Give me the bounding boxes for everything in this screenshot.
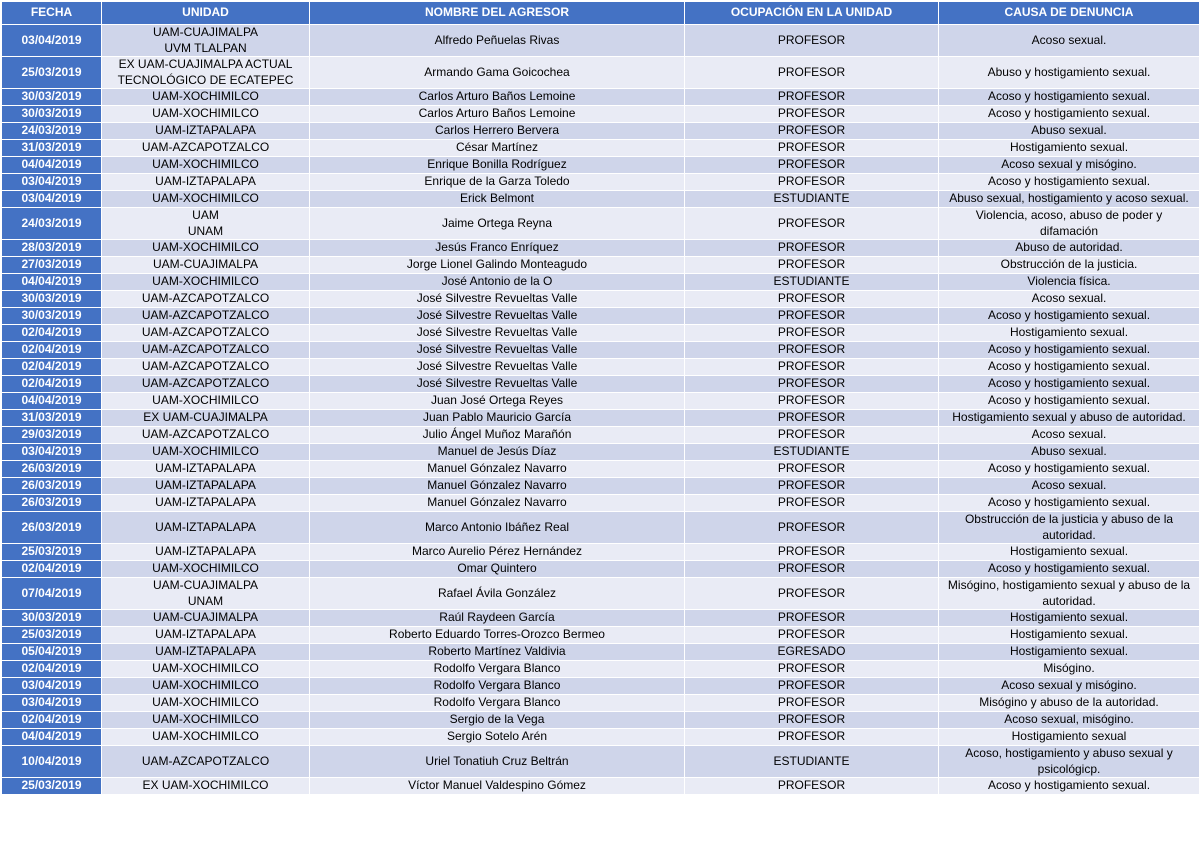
cell-unidad: UAM-XOCHIMILCO: [102, 89, 310, 106]
cell-nombre-agresor: Omar Quintero: [310, 561, 685, 578]
cell-causa-denuncia: Acoso y hostigamiento sexual.: [939, 778, 1200, 795]
cell-nombre-agresor: Manuel Gónzalez Navarro: [310, 478, 685, 495]
table-row: [2, 729, 1200, 746]
cell-causa-denuncia: Abuso de autoridad.: [939, 240, 1200, 257]
cell-ocupacion: PROFESOR: [685, 561, 939, 578]
cell-fecha: 04/04/2019: [2, 729, 102, 746]
cell-nombre-agresor: José Silvestre Revueltas Valle: [310, 308, 685, 325]
cell-fecha: 27/03/2019: [2, 257, 102, 274]
cell-ocupacion: EGRESADO: [685, 644, 939, 661]
cell-causa-denuncia: Acoso y hostigamiento sexual.: [939, 342, 1200, 359]
cell-fecha: 30/03/2019: [2, 308, 102, 325]
cell-fecha: 26/03/2019: [2, 495, 102, 512]
cell-nombre-agresor: José Silvestre Revueltas Valle: [310, 291, 685, 308]
cell-ocupacion: ESTUDIANTE: [685, 444, 939, 461]
cell-causa-denuncia: Acoso y hostigamiento sexual.: [939, 495, 1200, 512]
cell-fecha: 04/04/2019: [2, 393, 102, 410]
cell-ocupacion: PROFESOR: [685, 410, 939, 427]
cell-nombre-agresor: Marco Antonio Ibáñez Real: [310, 512, 685, 544]
cell-nombre-agresor: José Silvestre Revueltas Valle: [310, 359, 685, 376]
cell-unidad: UAM-XOCHIMILCO: [102, 712, 310, 729]
cell-nombre-agresor: Roberto Martínez Valdivia: [310, 644, 685, 661]
cell-causa-denuncia: Acoso sexual.: [939, 25, 1200, 57]
cell-causa-denuncia: Acoso y hostigamiento sexual.: [939, 174, 1200, 191]
cell-nombre-agresor: Juan José Ortega Reyes: [310, 393, 685, 410]
cell-nombre-agresor: Marco Aurelio Pérez Hernández: [310, 544, 685, 561]
header-nombre-agresor: NOMBRE DEL AGRESOR: [310, 2, 685, 25]
header-causa-denuncia: CAUSA DE DENUNCIA: [939, 2, 1200, 25]
table-row: [2, 544, 1200, 561]
cell-unidad: UAM-CUAJIMALPA UNAM: [102, 578, 310, 610]
cell-causa-denuncia: Acoso y hostigamiento sexual.: [939, 308, 1200, 325]
table-row: [2, 191, 1200, 208]
cell-unidad: UAM-XOCHIMILCO: [102, 661, 310, 678]
cell-causa-denuncia: Acoso sexual, misógino.: [939, 712, 1200, 729]
cell-unidad: UAM-AZCAPOTZALCO: [102, 291, 310, 308]
cell-ocupacion: PROFESOR: [685, 25, 939, 57]
cell-ocupacion: PROFESOR: [685, 729, 939, 746]
cell-nombre-agresor: José Silvestre Revueltas Valle: [310, 376, 685, 393]
cell-causa-denuncia: Hostigamiento sexual.: [939, 325, 1200, 342]
cell-fecha: 25/03/2019: [2, 778, 102, 795]
cell-ocupacion: PROFESOR: [685, 610, 939, 627]
cell-nombre-agresor: Manuel Gónzalez Navarro: [310, 495, 685, 512]
cell-nombre-agresor: Erick Belmont: [310, 191, 685, 208]
cell-fecha: 03/04/2019: [2, 191, 102, 208]
cell-ocupacion: PROFESOR: [685, 461, 939, 478]
cell-unidad: UAM-XOCHIMILCO: [102, 240, 310, 257]
cell-fecha: 03/04/2019: [2, 174, 102, 191]
cell-causa-denuncia: Hostigamiento sexual.: [939, 544, 1200, 561]
header-row: [2, 2, 1200, 25]
cell-unidad: UAM-XOCHIMILCO: [102, 729, 310, 746]
cell-fecha: 31/03/2019: [2, 140, 102, 157]
cell-unidad: UAM UNAM: [102, 208, 310, 240]
cell-ocupacion: PROFESOR: [685, 106, 939, 123]
cell-unidad: UAM-XOCHIMILCO: [102, 157, 310, 174]
cell-ocupacion: PROFESOR: [685, 325, 939, 342]
cell-fecha: 07/04/2019: [2, 578, 102, 610]
table-row: [2, 208, 1200, 240]
cell-causa-denuncia: Acoso y hostigamiento sexual.: [939, 89, 1200, 106]
cell-causa-denuncia: Hostigamiento sexual: [939, 729, 1200, 746]
cell-causa-denuncia: Abuso sexual.: [939, 123, 1200, 140]
cell-nombre-agresor: Raúl Raydeen García: [310, 610, 685, 627]
cell-ocupacion: PROFESOR: [685, 89, 939, 106]
cell-unidad: UAM-IZTAPALAPA: [102, 461, 310, 478]
cell-unidad: UAM-IZTAPALAPA: [102, 512, 310, 544]
cell-causa-denuncia: Acoso sexual.: [939, 291, 1200, 308]
cell-unidad: UAM-AZCAPOTZALCO: [102, 359, 310, 376]
cell-nombre-agresor: Roberto Eduardo Torres-Orozco Bermeo: [310, 627, 685, 644]
cell-causa-denuncia: Hostigamiento sexual.: [939, 610, 1200, 627]
cell-fecha: 02/04/2019: [2, 561, 102, 578]
table-row: [2, 478, 1200, 495]
table-row: [2, 695, 1200, 712]
table-row: [2, 746, 1200, 778]
cell-unidad: EX UAM-CUAJIMALPA ACTUAL TECNOLÓGICO DE ECATEPEC: [102, 57, 310, 89]
table-row: [2, 157, 1200, 174]
cell-fecha: 03/04/2019: [2, 678, 102, 695]
cell-ocupacion: PROFESOR: [685, 174, 939, 191]
cell-unidad: UAM-CUAJIMALPA UVM TLALPAN: [102, 25, 310, 57]
cell-unidad: UAM-XOCHIMILCO: [102, 695, 310, 712]
cell-nombre-agresor: Sergio Sotelo Arén: [310, 729, 685, 746]
cell-fecha: 30/03/2019: [2, 610, 102, 627]
cell-ocupacion: PROFESOR: [685, 544, 939, 561]
cell-nombre-agresor: Uriel Tonatiuh Cruz Beltrán: [310, 746, 685, 778]
cell-ocupacion: PROFESOR: [685, 359, 939, 376]
cell-fecha: 26/03/2019: [2, 461, 102, 478]
cell-ocupacion: PROFESOR: [685, 478, 939, 495]
cell-fecha: 30/03/2019: [2, 291, 102, 308]
cell-fecha: 30/03/2019: [2, 89, 102, 106]
cell-unidad: EX UAM-XOCHIMILCO: [102, 778, 310, 795]
cell-nombre-agresor: Carlos Arturo Baños Lemoine: [310, 106, 685, 123]
cell-nombre-agresor: Jesús Franco Enríquez: [310, 240, 685, 257]
cell-fecha: 10/04/2019: [2, 746, 102, 778]
cell-fecha: 29/03/2019: [2, 427, 102, 444]
cell-causa-denuncia: Violencia, acoso, abuso de poder y difamación: [939, 208, 1200, 240]
cell-unidad: UAM-AZCAPOTZALCO: [102, 140, 310, 157]
table-row: [2, 123, 1200, 140]
cell-ocupacion: PROFESOR: [685, 578, 939, 610]
table-row: [2, 25, 1200, 57]
cell-causa-denuncia: Misógino y abuso de la autoridad.: [939, 695, 1200, 712]
cell-ocupacion: PROFESOR: [685, 291, 939, 308]
cell-fecha: 26/03/2019: [2, 512, 102, 544]
cell-causa-denuncia: Acoso y hostigamiento sexual.: [939, 461, 1200, 478]
table-row: [2, 257, 1200, 274]
cell-nombre-agresor: Rodolfo Vergara Blanco: [310, 678, 685, 695]
table-row: [2, 376, 1200, 393]
cell-fecha: 25/03/2019: [2, 627, 102, 644]
cell-nombre-agresor: Manuel Gónzalez Navarro: [310, 461, 685, 478]
table-row: [2, 644, 1200, 661]
cell-unidad: UAM-AZCAPOTZALCO: [102, 746, 310, 778]
table-header: [2, 2, 1200, 25]
cell-nombre-agresor: José Silvestre Revueltas Valle: [310, 325, 685, 342]
cell-unidad: UAM-IZTAPALAPA: [102, 123, 310, 140]
cell-fecha: 02/04/2019: [2, 342, 102, 359]
cell-unidad: UAM-AZCAPOTZALCO: [102, 376, 310, 393]
cell-causa-denuncia: Hostigamiento sexual.: [939, 140, 1200, 157]
cell-ocupacion: PROFESOR: [685, 661, 939, 678]
cell-ocupacion: PROFESOR: [685, 427, 939, 444]
table-row: [2, 359, 1200, 376]
cell-causa-denuncia: Obstrucción de la justicia y abuso de la autoridad.: [939, 512, 1200, 544]
table-row: [2, 661, 1200, 678]
cell-fecha: 03/04/2019: [2, 444, 102, 461]
cell-unidad: UAM-AZCAPOTZALCO: [102, 342, 310, 359]
cell-causa-denuncia: Acoso sexual.: [939, 478, 1200, 495]
cell-nombre-agresor: Enrique Bonilla Rodríguez: [310, 157, 685, 174]
table-body: [2, 25, 1200, 795]
cell-ocupacion: PROFESOR: [685, 308, 939, 325]
cell-fecha: 31/03/2019: [2, 410, 102, 427]
cell-ocupacion: PROFESOR: [685, 393, 939, 410]
table-row: [2, 140, 1200, 157]
cell-nombre-agresor: Carlos Arturo Baños Lemoine: [310, 89, 685, 106]
table-row: [2, 308, 1200, 325]
cell-fecha: 24/03/2019: [2, 208, 102, 240]
cell-unidad: UAM-AZCAPOTZALCO: [102, 308, 310, 325]
table-row: [2, 57, 1200, 89]
cell-fecha: 02/04/2019: [2, 712, 102, 729]
cell-causa-denuncia: Misógino, hostigamiento sexual y abuso de la autoridad.: [939, 578, 1200, 610]
cell-ocupacion: PROFESOR: [685, 627, 939, 644]
cell-unidad: UAM-IZTAPALAPA: [102, 627, 310, 644]
table-row: [2, 778, 1200, 795]
header-unidad: UNIDAD: [102, 2, 310, 25]
table-row: [2, 89, 1200, 106]
cell-fecha: 03/04/2019: [2, 25, 102, 57]
cell-unidad: UAM-XOCHIMILCO: [102, 191, 310, 208]
cell-ocupacion: PROFESOR: [685, 376, 939, 393]
cell-nombre-agresor: Sergio de la Vega: [310, 712, 685, 729]
table-row: [2, 578, 1200, 610]
cell-nombre-agresor: Julio Ángel Muñoz Marañón: [310, 427, 685, 444]
cell-ocupacion: PROFESOR: [685, 495, 939, 512]
cell-fecha: 30/03/2019: [2, 106, 102, 123]
header-ocupacion: OCUPACIÓN EN LA UNIDAD: [685, 2, 939, 25]
cell-causa-denuncia: Acoso sexual y misógino.: [939, 157, 1200, 174]
cell-nombre-agresor: Jorge Lionel Galindo Monteagudo: [310, 257, 685, 274]
cell-fecha: 28/03/2019: [2, 240, 102, 257]
cell-fecha: 02/04/2019: [2, 661, 102, 678]
table-row: [2, 106, 1200, 123]
cell-nombre-agresor: Rafael Ávila González: [310, 578, 685, 610]
table-row: [2, 240, 1200, 257]
cell-causa-denuncia: Misógino.: [939, 661, 1200, 678]
cell-ocupacion: PROFESOR: [685, 157, 939, 174]
table-row: [2, 444, 1200, 461]
cell-fecha: 05/04/2019: [2, 644, 102, 661]
cell-ocupacion: PROFESOR: [685, 240, 939, 257]
cell-causa-denuncia: Hostigamiento sexual y abuso de autoridad.: [939, 410, 1200, 427]
table-row: [2, 410, 1200, 427]
cell-fecha: 04/04/2019: [2, 274, 102, 291]
table-row: [2, 174, 1200, 191]
cell-ocupacion: PROFESOR: [685, 695, 939, 712]
cell-causa-denuncia: Acoso y hostigamiento sexual.: [939, 376, 1200, 393]
cell-causa-denuncia: Abuso sexual.: [939, 444, 1200, 461]
cell-nombre-agresor: Alfredo Peñuelas Rivas: [310, 25, 685, 57]
table-row: [2, 325, 1200, 342]
cell-fecha: 02/04/2019: [2, 359, 102, 376]
table-row: [2, 678, 1200, 695]
table-row: [2, 427, 1200, 444]
cell-unidad: UAM-CUAJIMALPA: [102, 257, 310, 274]
cell-unidad: UAM-XOCHIMILCO: [102, 561, 310, 578]
cell-nombre-agresor: José Silvestre Revueltas Valle: [310, 342, 685, 359]
cell-ocupacion: PROFESOR: [685, 57, 939, 89]
cell-ocupacion: PROFESOR: [685, 257, 939, 274]
table-row: [2, 274, 1200, 291]
cell-causa-denuncia: Acoso y hostigamiento sexual.: [939, 561, 1200, 578]
cell-causa-denuncia: Abuso sexual, hostigamiento y acoso sexual.: [939, 191, 1200, 208]
table-row: [2, 627, 1200, 644]
cell-nombre-agresor: José Antonio de la O: [310, 274, 685, 291]
cell-ocupacion: PROFESOR: [685, 712, 939, 729]
table-row: [2, 495, 1200, 512]
cell-unidad: UAM-IZTAPALAPA: [102, 495, 310, 512]
cell-unidad: UAM-IZTAPALAPA: [102, 644, 310, 661]
cell-causa-denuncia: Acoso, hostigamiento y abuso sexual y psicológicp.: [939, 746, 1200, 778]
cell-fecha: 04/04/2019: [2, 157, 102, 174]
cell-nombre-agresor: Carlos Herrero Bervera: [310, 123, 685, 140]
cell-causa-denuncia: Violencia física.: [939, 274, 1200, 291]
cell-unidad: UAM-IZTAPALAPA: [102, 544, 310, 561]
cell-causa-denuncia: Acoso sexual.: [939, 427, 1200, 444]
cell-causa-denuncia: Abuso y hostigamiento sexual.: [939, 57, 1200, 89]
table-row: [2, 393, 1200, 410]
cell-causa-denuncia: Obstrucción de la justicia.: [939, 257, 1200, 274]
table-row: [2, 610, 1200, 627]
table-row: [2, 561, 1200, 578]
cell-ocupacion: PROFESOR: [685, 208, 939, 240]
table-row: [2, 342, 1200, 359]
cell-unidad: UAM-IZTAPALAPA: [102, 174, 310, 191]
cell-unidad: UAM-XOCHIMILCO: [102, 444, 310, 461]
table-row: [2, 461, 1200, 478]
cell-nombre-agresor: Rodolfo Vergara Blanco: [310, 661, 685, 678]
cell-fecha: 02/04/2019: [2, 376, 102, 393]
denuncias-table: [1, 1, 1200, 795]
cell-ocupacion: PROFESOR: [685, 512, 939, 544]
cell-causa-denuncia: Acoso y hostigamiento sexual.: [939, 359, 1200, 376]
cell-causa-denuncia: Acoso y hostigamiento sexual.: [939, 106, 1200, 123]
table-row: [2, 512, 1200, 544]
cell-nombre-agresor: Víctor Manuel Valdespino Gómez: [310, 778, 685, 795]
cell-ocupacion: ESTUDIANTE: [685, 274, 939, 291]
cell-nombre-agresor: Jaime Ortega Reyna: [310, 208, 685, 240]
cell-unidad: UAM-XOCHIMILCO: [102, 678, 310, 695]
cell-ocupacion: ESTUDIANTE: [685, 191, 939, 208]
cell-ocupacion: PROFESOR: [685, 678, 939, 695]
table-row: [2, 291, 1200, 308]
cell-fecha: 25/03/2019: [2, 544, 102, 561]
cell-causa-denuncia: Acoso sexual y misógino.: [939, 678, 1200, 695]
cell-ocupacion: ESTUDIANTE: [685, 746, 939, 778]
header-fecha: FECHA: [2, 2, 102, 25]
cell-nombre-agresor: Juan Pablo Mauricio García: [310, 410, 685, 427]
cell-fecha: 24/03/2019: [2, 123, 102, 140]
cell-unidad: UAM-AZCAPOTZALCO: [102, 325, 310, 342]
cell-nombre-agresor: Manuel de Jesús Díaz: [310, 444, 685, 461]
cell-fecha: 02/04/2019: [2, 325, 102, 342]
cell-causa-denuncia: Hostigamiento sexual.: [939, 627, 1200, 644]
cell-unidad: UAM-CUAJIMALPA: [102, 610, 310, 627]
cell-nombre-agresor: César Martínez: [310, 140, 685, 157]
cell-causa-denuncia: Acoso y hostigamiento sexual.: [939, 393, 1200, 410]
cell-fecha: 25/03/2019: [2, 57, 102, 89]
cell-fecha: 03/04/2019: [2, 695, 102, 712]
cell-ocupacion: PROFESOR: [685, 123, 939, 140]
cell-unidad: EX UAM-CUAJIMALPA: [102, 410, 310, 427]
cell-nombre-agresor: Armando Gama Goicochea: [310, 57, 685, 89]
cell-unidad: UAM-IZTAPALAPA: [102, 478, 310, 495]
cell-unidad: UAM-AZCAPOTZALCO: [102, 427, 310, 444]
cell-unidad: UAM-XOCHIMILCO: [102, 274, 310, 291]
cell-unidad: UAM-XOCHIMILCO: [102, 393, 310, 410]
cell-ocupacion: PROFESOR: [685, 778, 939, 795]
table-row: [2, 712, 1200, 729]
cell-ocupacion: PROFESOR: [685, 140, 939, 157]
cell-nombre-agresor: Enrique de la Garza Toledo: [310, 174, 685, 191]
cell-unidad: UAM-XOCHIMILCO: [102, 106, 310, 123]
cell-fecha: 26/03/2019: [2, 478, 102, 495]
cell-ocupacion: PROFESOR: [685, 342, 939, 359]
cell-causa-denuncia: Hostigamiento sexual.: [939, 644, 1200, 661]
cell-nombre-agresor: Rodolfo Vergara Blanco: [310, 695, 685, 712]
